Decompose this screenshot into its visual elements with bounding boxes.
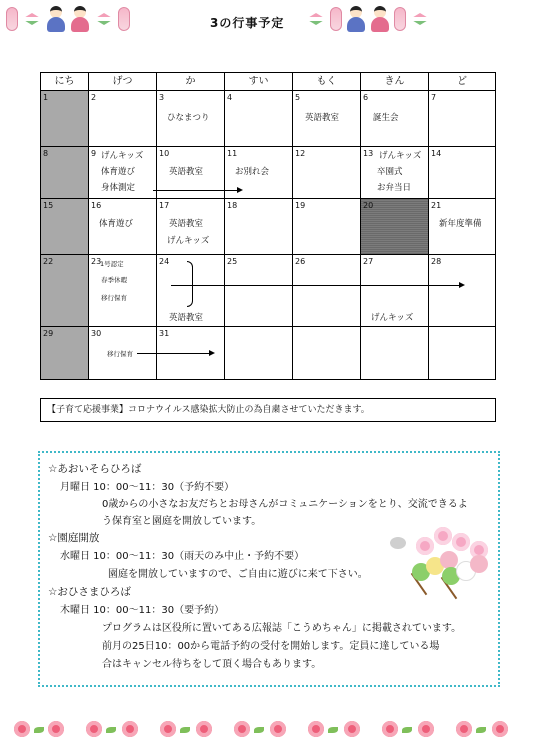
event-label: げんキッズ (371, 313, 414, 323)
weekday-header-sat: ど (429, 73, 495, 91)
event-label: 1号認定 (100, 260, 124, 268)
day-cell (41, 255, 89, 327)
hishimochi-icon (22, 13, 42, 25)
plum-blossom-icon (308, 721, 324, 737)
plum-blossom-icon (14, 721, 30, 737)
program-schedule: 月曜日 10：00～11：30（予約不要） (60, 482, 235, 493)
day-number: 14 (431, 149, 442, 158)
day-cell (41, 199, 89, 255)
hina-doll-icon (346, 6, 366, 32)
day-number: 26 (295, 257, 306, 266)
day-cell (41, 147, 89, 199)
day-number: 10 (159, 149, 170, 158)
hina-decoration-left (6, 4, 130, 34)
dango-icon (470, 555, 488, 573)
plum-blossom-icon (492, 721, 508, 737)
day-number: 16 (91, 201, 102, 210)
hishimochi-icon (306, 13, 326, 25)
day-cell (429, 327, 495, 379)
hina-doll-icon (70, 6, 90, 32)
day-number: 13 (363, 149, 374, 158)
day-cell (361, 255, 429, 327)
day-number: 6 (363, 93, 369, 102)
event-label: お別れ会 (235, 167, 270, 177)
sakura-icon (434, 527, 452, 545)
lantern-icon (6, 7, 18, 31)
day-number: 11 (227, 149, 238, 158)
event-label: げんキッズ (167, 236, 210, 246)
day-cell (293, 255, 361, 327)
hina-decoration-right (306, 4, 430, 34)
weekday-header-fri: きん (361, 73, 429, 91)
day-number: 29 (43, 329, 54, 338)
day-number: 9 (91, 149, 97, 158)
day-cell (157, 91, 225, 147)
page-title: 3の行事予定 (210, 16, 285, 30)
program-description: 合はキャンセル待ちをして頂く場合もあります。 (102, 659, 322, 670)
day-number: 4 (227, 93, 233, 102)
day-cell (225, 199, 293, 255)
event-label: お弁当日 (377, 183, 412, 193)
period-arrow (153, 190, 241, 191)
day-cell (41, 327, 89, 379)
day-number: 12 (295, 149, 306, 158)
event-label: 体育遊び (101, 167, 136, 177)
plum-blossom-icon (48, 721, 64, 737)
program-description: 前月の25日10：00から電話予約の受付を開始します。定員に達している場 (102, 641, 440, 652)
day-number: 30 (91, 329, 102, 338)
day-number: 24 (159, 257, 170, 266)
day-number: 3 (159, 93, 165, 102)
day-cell (225, 327, 293, 379)
day-number: 1 (43, 93, 49, 102)
day-number: 23 (91, 257, 102, 266)
day-number: 2 (91, 93, 97, 102)
event-label: 春季休暇 (101, 276, 127, 284)
day-cell (361, 327, 429, 379)
event-label: げんキッズ (379, 151, 422, 161)
day-cell (293, 91, 361, 147)
event-label: 新年度準備 (439, 219, 482, 229)
program-title: ☆あおいそらひろば (48, 463, 142, 475)
day-cell (89, 255, 157, 327)
program-schedule: 水曜日 10：00～11：30（雨天のみ中止・予約不要） (60, 551, 305, 562)
event-label: 英語教室 (305, 113, 340, 123)
leaf-icon (254, 727, 264, 733)
day-cell (293, 147, 361, 199)
day-cell (89, 91, 157, 147)
sakura-icon (416, 537, 434, 555)
program-schedule: 木曜日 10：00～11：30（要予約） (60, 605, 225, 616)
day-cell (225, 91, 293, 147)
leaf-icon (34, 727, 44, 733)
plum-blossom-icon (456, 721, 472, 737)
plum-blossom-icon (196, 721, 212, 737)
event-label: 誕生会 (373, 113, 399, 123)
event-label: ひなまつり (167, 113, 210, 123)
day-number: 20 (363, 201, 374, 210)
day-number: 25 (227, 257, 238, 266)
day-number: 5 (295, 93, 301, 102)
event-label: 英語教室 (169, 167, 204, 177)
program-description: 0歳からの小さなお友だちとお母さんがコミュニケーションをとり、交流できるよ (102, 499, 468, 510)
day-number: 17 (159, 201, 170, 210)
plum-blossom-icon (234, 721, 250, 737)
day-cell (361, 199, 429, 255)
day-number: 15 (43, 201, 54, 210)
day-number: 27 (363, 257, 374, 266)
day-number: 21 (431, 201, 442, 210)
weekday-header-tue: か (157, 73, 225, 91)
leaf-icon (328, 727, 338, 733)
day-cell (41, 91, 89, 147)
event-label: 英語教室 (169, 313, 204, 323)
plum-blossom-icon (418, 721, 434, 737)
day-number: 18 (227, 201, 238, 210)
leaf-icon (180, 727, 190, 733)
day-cell (429, 91, 495, 147)
plum-blossom-icon (160, 721, 176, 737)
event-calendar (40, 72, 496, 380)
day-cell (429, 255, 495, 327)
leaf-icon (402, 727, 412, 733)
weekday-header-thu: もく (293, 73, 361, 91)
day-cell (157, 147, 225, 199)
grouping-brace (187, 261, 193, 307)
lantern-icon (118, 7, 130, 31)
day-cell (361, 91, 429, 147)
day-number: 31 (159, 329, 170, 338)
event-label: 体育遊び (99, 219, 134, 229)
sakura-icon (452, 533, 470, 551)
day-cell (89, 147, 157, 199)
leaf-icon (476, 727, 486, 733)
event-label: げんキッズ (101, 151, 144, 161)
plum-blossom-icon (122, 721, 138, 737)
lantern-icon (330, 7, 342, 31)
day-number: 28 (431, 257, 442, 266)
day-cell (157, 199, 225, 255)
day-cell (429, 147, 495, 199)
day-number: 7 (431, 93, 437, 102)
hina-doll-icon (46, 6, 66, 32)
plum-blossom-icon (86, 721, 102, 737)
period-arrow (137, 353, 213, 354)
sakura-dango-illustration (390, 523, 494, 603)
hishimochi-icon (410, 13, 430, 25)
bird-icon (390, 537, 406, 549)
day-number: 22 (43, 257, 54, 266)
plum-blossom-icon (344, 721, 360, 737)
weekday-header-wed: すい (225, 73, 293, 91)
plum-blossom-icon (270, 721, 286, 737)
plum-blossom-icon (382, 721, 398, 737)
event-label: 英語教室 (169, 219, 204, 229)
event-label: 身体測定 (101, 183, 136, 193)
hina-doll-icon (370, 6, 390, 32)
day-number: 19 (295, 201, 306, 210)
program-description: 園庭を開放していますので、ご自由に遊びに来て下さい。 (108, 569, 368, 580)
program-description: う保育室と園庭を開放しています。 (102, 516, 262, 527)
period-arrow (171, 285, 463, 286)
page-header (0, 0, 534, 40)
weekday-header-mon: げつ (89, 73, 157, 91)
hishimochi-icon (94, 13, 114, 25)
footer-decoration (0, 715, 534, 747)
program-title: ☆園庭開放 (48, 532, 100, 544)
lantern-icon (394, 7, 406, 31)
support-notice: 【子育て応援事業】コロナウイルス感染拡大防止の為自粛させていただきます。 (40, 398, 496, 422)
day-cell (293, 199, 361, 255)
day-cell (225, 255, 293, 327)
day-cell (225, 147, 293, 199)
program-title: ☆おひさまひろば (48, 586, 131, 598)
leaf-icon (106, 727, 116, 733)
day-number: 8 (43, 149, 49, 158)
event-label: 卒園式 (377, 167, 403, 177)
weekday-header-sun: にち (41, 73, 89, 91)
day-cell (293, 327, 361, 379)
event-label: 移行保育 (107, 350, 133, 358)
day-cell (361, 147, 429, 199)
day-cell (429, 199, 495, 255)
event-label: 移行保育 (101, 294, 127, 302)
program-description: プログラムは区役所に置いてある広報誌「こうめちゃん」に掲載されています。 (102, 623, 462, 634)
day-cell (89, 199, 157, 255)
